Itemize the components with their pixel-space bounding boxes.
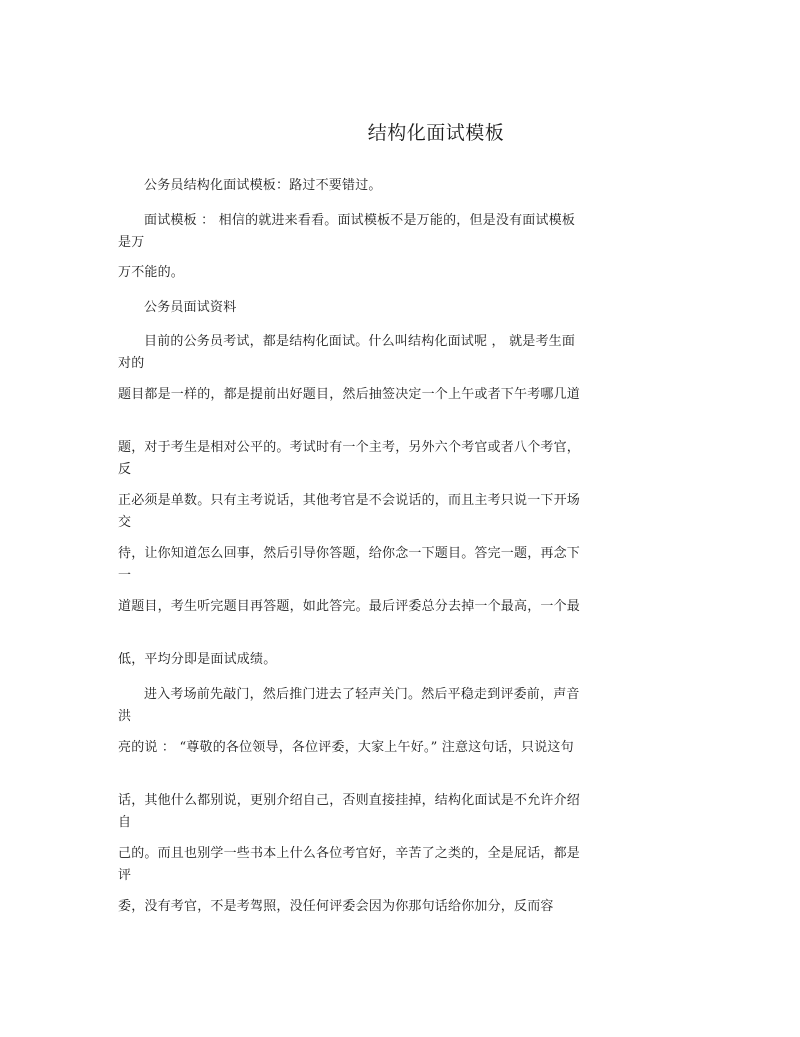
paragraph-line: 目前的公务员考试，都是结构化面试。什么叫结构化面试呢 ， 就是考生面对的 [118,334,576,371]
paragraph-line: 话，其他什么都别说，更别介绍自己，否则直接挂掉，结构化面试是不允许介绍自 [118,793,581,830]
paragraph-line: 题目都是一样的，都是提前出好题目，然后抽签决定一个上午或者下午考哪几道 [118,387,581,402]
paragraph-template-note: 面试模板 ： 相信的就进来看看。面试模板不是万能的，但是没有面试模板是万 [118,213,576,250]
paragraph-line: 道题目，考生听完题目再答题，如此答完。最后评委总分去掉一个最高，一个最 [118,599,581,614]
paragraph-line: 题，对于考生是相对公平的。考试时有一个主考，另外六个考官或者八个考官，反 [118,440,581,477]
paragraph-line: 低，平均分即是面试成绩。 [118,652,277,667]
paragraph-line: 进入考场前先敲门，然后推门进去了轻声关门。然后平稳走到评委前，声音洪 [118,687,580,724]
document-title: 结构化面试模板 [367,122,505,144]
paragraph-heading-materials: 公务员面试资料 [144,300,237,315]
paragraph-line: 亮的说 ： “尊敬的各位领导，各位评委，大家上午好。” 注意这句话，只说这句 [118,740,574,755]
paragraph-line: 正必须是单数。只有主考说话，其他考官是不会说话的，而且主考只说一下开场交 [118,493,581,530]
paragraph-line: 待，让你知道怎么回事，然后引导你答题，给你念一下题目。答完一题，再念下一 [118,546,581,583]
paragraph-line: 委，没有考官，不是考驾照，没任何评委会因为你那句话给你加分，反而容 [118,899,554,914]
paragraph-template-note-cont: 万不能的。 [118,265,185,280]
paragraph-intro: 公务员结构化面试模板：路过不要错过。 [144,178,382,193]
paragraph-line: 己的。而且也别学一些书本上什么各位考官好，辛苦了之类的，全是屁话，都是评 [118,846,581,883]
